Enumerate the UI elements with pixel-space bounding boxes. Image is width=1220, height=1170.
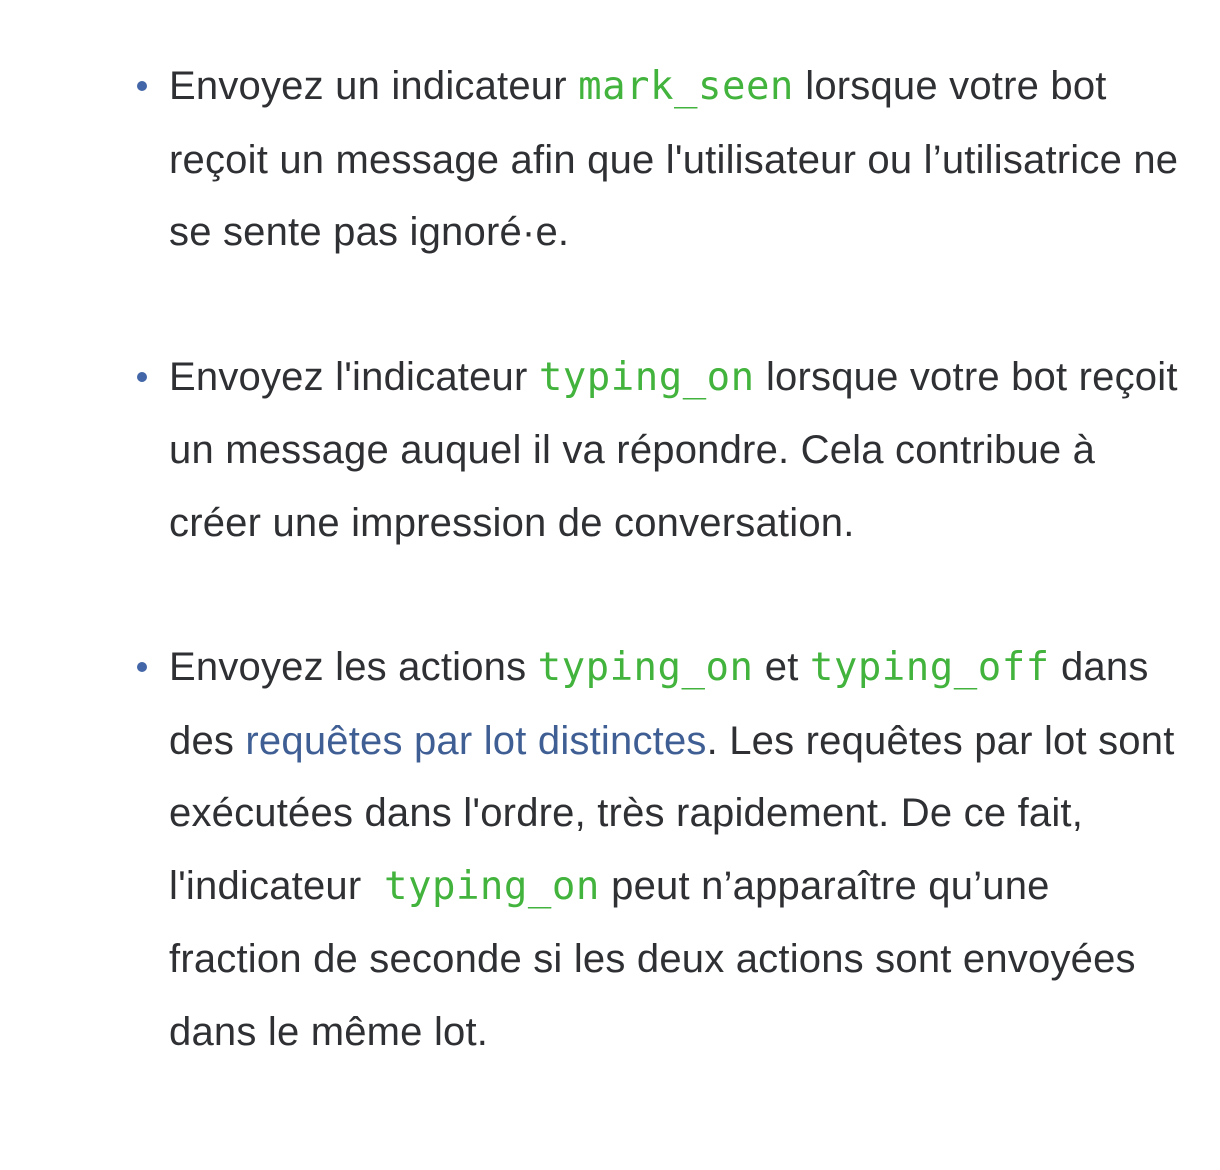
item-text: lorsque votre bot reçoit un message auquel il va répondre. Cela contribue à créer une impression de conversation. [169, 354, 1178, 545]
inline-code: typing_on [538, 354, 755, 400]
item-text: dans des [169, 645, 1149, 763]
item-text: Envoyez un indicateur [169, 64, 579, 108]
list-item [169, 631, 1186, 1068]
bullet-dot-icon [137, 81, 147, 91]
list-item [169, 341, 1179, 560]
inline-code: typing_off [809, 645, 1050, 690]
bullet-dot-icon [137, 662, 147, 672]
item-text: . Les requêtes par lot sont exécutées dans l'ordre, très rapidement. De ce fait, l'indicateur [169, 718, 1186, 908]
bullet-dot-icon [137, 372, 147, 382]
bullet-list [169, 50, 1186, 1140]
item-text: peut n’apparaître qu’une fraction de seconde si les deux actions sont envoyées dans le même lot. [169, 863, 1136, 1054]
item-text: Envoyez les actions [169, 645, 538, 689]
list-item [169, 50, 1179, 269]
inline-code: typing_on [384, 863, 600, 909]
item-text: et [753, 645, 810, 689]
item-text: Envoyez l'indicateur [169, 354, 539, 399]
inline-code: mark_seen [578, 64, 794, 109]
inline-code: typing_on [537, 645, 754, 690]
item-text: lorsque votre bot reçoit un message afin que l'utilisateur ou l’utilisatrice ne se sente pas ignoré·e. [169, 64, 1179, 254]
batch-requests-link[interactable]: requêtes par lot distinctes [245, 718, 707, 763]
